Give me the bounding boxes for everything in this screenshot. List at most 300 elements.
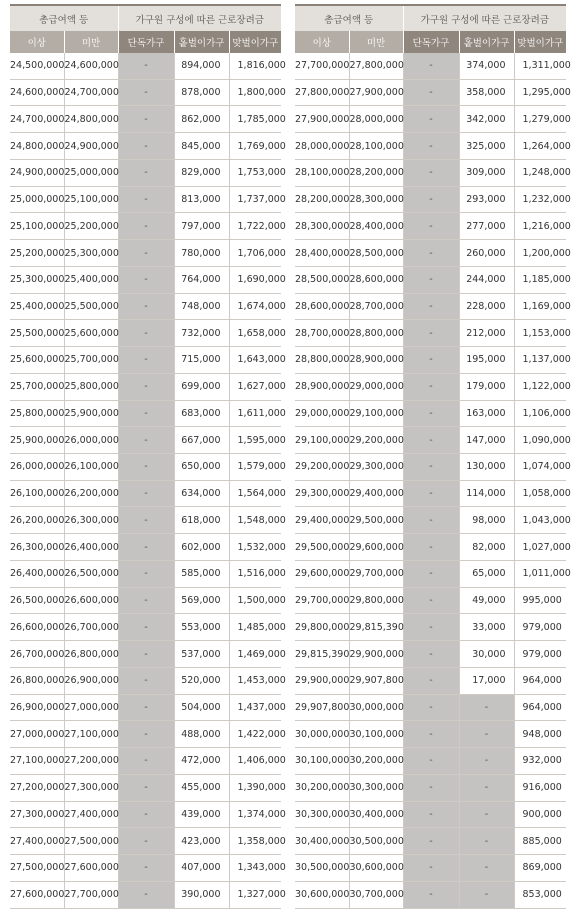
cell-dual-earner: 1,611,000 [229,400,281,427]
cell-max: 29,400,000 [349,480,403,507]
cell-min: 30,600,000 [295,881,349,908]
cell-single-earner: 374,000 [459,53,514,79]
cell-single: - [403,507,459,534]
cell-min: 27,000,000 [10,721,64,748]
cell-dual-earner: 1,279,000 [514,106,566,133]
cell-single-earner: 829,000 [174,159,229,186]
cell-max: 27,400,000 [64,801,118,828]
table-row [10,641,281,668]
cell-single-earner: 602,000 [174,534,229,561]
table-row [295,614,566,641]
table-row [295,801,566,828]
cell-single-earner: 455,000 [174,774,229,801]
cell-single: - [403,373,459,400]
table-row [295,641,566,668]
header-household-benefit: 가구원 구성에 따른 근로장려금 [403,5,566,31]
cell-single: - [118,266,174,293]
cell-max: 29,700,000 [349,560,403,587]
cell-single-earner: 780,000 [174,240,229,267]
cell-single-earner: 325,000 [459,133,514,160]
cell-single-earner: 163,000 [459,400,514,427]
table-row [295,320,566,347]
cell-single-earner: 878,000 [174,79,229,106]
cell-min: 28,000,000 [295,133,349,160]
cell-max: 25,500,000 [64,293,118,320]
cell-single-earner: 585,000 [174,560,229,587]
cell-max: 25,400,000 [64,266,118,293]
cell-dual-earner: 1,737,000 [229,186,281,213]
cell-single: - [403,694,459,721]
cell-single-earner: 764,000 [174,266,229,293]
cell-max: 27,600,000 [64,855,118,882]
table-row [295,667,566,694]
cell-single: - [403,480,459,507]
cell-max: 29,500,000 [349,507,403,534]
cell-dual-earner: 1,248,000 [514,159,566,186]
cell-dual-earner: 1,816,000 [229,53,281,79]
cell-max: 26,000,000 [64,427,118,454]
table-row [10,186,281,213]
table-row [295,79,566,106]
header-dual-earner: 맞벌이가구 [229,31,281,53]
table-row [295,774,566,801]
table-row [295,480,566,507]
cell-min: 27,300,000 [10,801,64,828]
cell-min: 24,600,000 [10,79,64,106]
cell-max: 30,000,000 [349,694,403,721]
cell-max: 28,400,000 [349,213,403,240]
cell-dual-earner: 1,658,000 [229,320,281,347]
table-row [295,721,566,748]
table-body [295,53,571,908]
cell-min: 25,200,000 [10,240,64,267]
cell-single: - [118,427,174,454]
cell-single: - [403,774,459,801]
cell-single-earner: 699,000 [174,373,229,400]
table-row [295,881,566,908]
cell-min: 29,100,000 [295,427,349,454]
cell-single-earner: 33,000 [459,614,514,641]
cell-min: 24,500,000 [10,53,64,79]
cell-max: 30,500,000 [349,828,403,855]
table-row [10,133,281,160]
cell-dual-earner: 1,785,000 [229,106,281,133]
cell-single-earner: - [459,828,514,855]
cell-single: - [403,186,459,213]
cell-max: 29,900,000 [349,641,403,668]
cell-max: 25,200,000 [64,213,118,240]
cell-dual-earner: 1,579,000 [229,454,281,481]
table-row [10,159,281,186]
cell-single-earner: 845,000 [174,133,229,160]
cell-single-earner: 472,000 [174,748,229,775]
cell-dual-earner: 916,000 [514,774,566,801]
cell-min: 30,400,000 [295,828,349,855]
cell-min: 29,907,800 [295,694,349,721]
cell-single-earner: 277,000 [459,213,514,240]
header-min: 이상 [10,31,64,53]
cell-single: - [118,213,174,240]
table-row [295,53,566,79]
cell-dual-earner: 1,722,000 [229,213,281,240]
table-row [295,186,566,213]
cell-single: - [118,881,174,908]
cell-single-earner: 293,000 [459,186,514,213]
cell-single: - [403,400,459,427]
cell-single: - [118,240,174,267]
table-row [10,614,281,641]
cell-single: - [403,881,459,908]
header-max: 미만 [64,31,118,53]
cell-single: - [403,454,459,481]
cell-dual-earner: 1,532,000 [229,534,281,561]
header-single-earner: 홑벌이가구 [174,31,229,53]
cell-single: - [403,213,459,240]
table-row [295,133,566,160]
cell-dual-earner: 1,564,000 [229,480,281,507]
table-row [10,427,281,454]
header-total-income: 총급여액 등 [10,5,118,31]
cell-max: 30,600,000 [349,855,403,882]
table-row [10,106,281,133]
table-row [295,587,566,614]
cell-min: 26,100,000 [10,480,64,507]
header-dual-earner: 맞벌이가구 [514,31,566,53]
cell-dual-earner: 1,011,000 [514,560,566,587]
cell-max: 25,700,000 [64,347,118,374]
cell-max: 29,600,000 [349,534,403,561]
cell-min: 25,300,000 [10,266,64,293]
cell-max: 28,100,000 [349,133,403,160]
table-row [295,106,566,133]
cell-single: - [118,347,174,374]
cell-single-earner: 65,000 [459,560,514,587]
cell-dual-earner: 1,690,000 [229,266,281,293]
cell-dual-earner: 1,595,000 [229,427,281,454]
table-row [10,347,281,374]
cell-dual-earner: 1,374,000 [229,801,281,828]
cell-dual-earner: 1,643,000 [229,347,281,374]
cell-single-earner: 650,000 [174,454,229,481]
table-row [295,159,566,186]
cell-single: - [118,587,174,614]
cell-min: 29,300,000 [295,480,349,507]
table-row [10,373,281,400]
cell-single: - [403,855,459,882]
table-row [10,240,281,267]
cell-dual-earner: 1,753,000 [229,159,281,186]
cell-dual-earner: 979,000 [514,641,566,668]
cell-max: 27,300,000 [64,774,118,801]
cell-single-earner: 683,000 [174,400,229,427]
benefit-table-left [10,4,286,909]
table-row [10,774,281,801]
cell-single: - [118,507,174,534]
cell-single-earner: 179,000 [459,373,514,400]
cell-max: 28,700,000 [349,293,403,320]
cell-max: 28,500,000 [349,240,403,267]
cell-single-earner: 537,000 [174,641,229,668]
cell-single: - [403,828,459,855]
cell-max: 30,400,000 [349,801,403,828]
cell-single: - [403,320,459,347]
cell-min: 25,400,000 [10,293,64,320]
cell-dual-earner: 1,800,000 [229,79,281,106]
cell-single-earner: 553,000 [174,614,229,641]
cell-min: 28,500,000 [295,266,349,293]
cell-max: 28,200,000 [349,159,403,186]
cell-single: - [118,694,174,721]
cell-min: 28,600,000 [295,293,349,320]
cell-max: 26,900,000 [64,667,118,694]
cell-single-earner: 488,000 [174,721,229,748]
cell-single-earner: - [459,855,514,882]
cell-single: - [118,534,174,561]
cell-min: 26,600,000 [10,614,64,641]
cell-dual-earner: 1,469,000 [229,641,281,668]
table-row [295,828,566,855]
cell-dual-earner: 1,137,000 [514,347,566,374]
cell-min: 25,000,000 [10,186,64,213]
cell-max: 28,000,000 [349,106,403,133]
cell-single-earner: 260,000 [459,240,514,267]
cell-single: - [403,266,459,293]
cell-min: 30,500,000 [295,855,349,882]
cell-single: - [403,427,459,454]
cell-single: - [403,347,459,374]
cell-max: 28,600,000 [349,266,403,293]
cell-single-earner: - [459,881,514,908]
cell-min: 28,800,000 [295,347,349,374]
table-body [10,53,286,908]
table-row [10,534,281,561]
cell-min: 25,900,000 [10,427,64,454]
cell-single: - [403,748,459,775]
header-min: 이상 [295,31,349,53]
table-row [10,454,281,481]
cell-min: 27,400,000 [10,828,64,855]
cell-single-earner: 98,000 [459,507,514,534]
cell-min: 29,500,000 [295,534,349,561]
cell-single-earner: 569,000 [174,587,229,614]
table-row [295,694,566,721]
cell-min: 26,200,000 [10,507,64,534]
cell-dual-earner: 1,327,000 [229,881,281,908]
cell-dual-earner: 1,058,000 [514,480,566,507]
table-row [295,373,566,400]
header-household-benefit: 가구원 구성에 따른 근로장려금 [118,5,281,31]
cell-min: 24,800,000 [10,133,64,160]
table-row [295,748,566,775]
cell-single-earner: 423,000 [174,828,229,855]
cell-max: 26,100,000 [64,454,118,481]
cell-dual-earner: 1,027,000 [514,534,566,561]
cell-single: - [118,106,174,133]
cell-single-earner: 520,000 [174,667,229,694]
cell-max: 27,700,000 [64,881,118,908]
cell-max: 28,800,000 [349,320,403,347]
cell-dual-earner: 1,295,000 [514,79,566,106]
cell-single: - [403,667,459,694]
header-single-earner: 홑벌이가구 [459,31,514,53]
cell-max: 28,300,000 [349,186,403,213]
cell-single: - [118,614,174,641]
cell-dual-earner: 964,000 [514,667,566,694]
cell-single-earner: 228,000 [459,293,514,320]
cell-single-earner: 30,000 [459,641,514,668]
header-total-income: 총급여액 등 [295,5,403,31]
cell-dual-earner: 900,000 [514,801,566,828]
cell-max: 27,200,000 [64,748,118,775]
cell-min: 27,100,000 [10,748,64,775]
cell-single: - [118,855,174,882]
cell-single: - [118,293,174,320]
cell-min: 26,300,000 [10,534,64,561]
table-row [295,507,566,534]
cell-dual-earner: 1,437,000 [229,694,281,721]
table-row [295,855,566,882]
cell-dual-earner: 1,358,000 [229,828,281,855]
cell-min: 27,500,000 [10,855,64,882]
cell-dual-earner: 964,000 [514,694,566,721]
cell-min: 29,900,000 [295,667,349,694]
table-row [10,881,281,908]
cell-max: 29,200,000 [349,427,403,454]
cell-single-earner: 407,000 [174,855,229,882]
cell-max: 30,700,000 [349,881,403,908]
table-row [10,79,281,106]
cell-dual-earner: 1,500,000 [229,587,281,614]
table-row [295,427,566,454]
cell-max: 25,900,000 [64,400,118,427]
cell-single: - [403,106,459,133]
cell-min: 26,400,000 [10,560,64,587]
cell-min: 28,100,000 [295,159,349,186]
cell-min: 29,800,000 [295,614,349,641]
cell-single-earner: 309,000 [459,159,514,186]
cell-min: 26,700,000 [10,641,64,668]
table-row [295,293,566,320]
cell-max: 29,000,000 [349,373,403,400]
cell-single-earner: 504,000 [174,694,229,721]
cell-max: 25,300,000 [64,240,118,267]
cell-max: 26,400,000 [64,534,118,561]
cell-single: - [118,454,174,481]
cell-single: - [118,667,174,694]
table-row [10,721,281,748]
cell-min: 28,400,000 [295,240,349,267]
cell-dual-earner: 979,000 [514,614,566,641]
header-single: 단독가구 [403,31,459,53]
cell-max: 27,500,000 [64,828,118,855]
cell-min: 24,700,000 [10,106,64,133]
cell-min: 26,500,000 [10,587,64,614]
cell-dual-earner: 932,000 [514,748,566,775]
cell-dual-earner: 1,232,000 [514,186,566,213]
cell-single-earner: 748,000 [174,293,229,320]
cell-single-earner: 17,000 [459,667,514,694]
cell-max: 29,907,800 [349,667,403,694]
cell-dual-earner: 1,153,000 [514,320,566,347]
cell-min: 26,900,000 [10,694,64,721]
cell-min: 28,200,000 [295,186,349,213]
cell-dual-earner: 995,000 [514,587,566,614]
cell-max: 25,100,000 [64,186,118,213]
cell-dual-earner: 853,000 [514,881,566,908]
cell-single-earner: 49,000 [459,587,514,614]
cell-max: 27,900,000 [349,79,403,106]
cell-max: 28,900,000 [349,347,403,374]
cell-single-earner: 634,000 [174,480,229,507]
cell-min: 29,000,000 [295,400,349,427]
table-row [295,213,566,240]
cell-single-earner: 862,000 [174,106,229,133]
cell-single: - [118,320,174,347]
cell-single-earner: - [459,774,514,801]
cell-min: 24,900,000 [10,159,64,186]
cell-min: 30,000,000 [295,721,349,748]
table-row [295,400,566,427]
cell-dual-earner: 1,106,000 [514,400,566,427]
table-row [10,694,281,721]
cell-min: 27,700,000 [295,53,349,79]
cell-single-earner: - [459,694,514,721]
cell-min: 25,800,000 [10,400,64,427]
cell-single: - [118,186,174,213]
cell-min: 29,400,000 [295,507,349,534]
table-row [10,748,281,775]
cell-single: - [403,587,459,614]
table-row [10,320,281,347]
cell-single: - [118,560,174,587]
cell-dual-earner: 1,122,000 [514,373,566,400]
cell-single-earner: 358,000 [459,79,514,106]
cell-dual-earner: 1,406,000 [229,748,281,775]
cell-min: 30,300,000 [295,801,349,828]
cell-dual-earner: 1,390,000 [229,774,281,801]
cell-min: 26,000,000 [10,454,64,481]
cell-min: 25,100,000 [10,213,64,240]
cell-dual-earner: 948,000 [514,721,566,748]
cell-single: - [118,828,174,855]
cell-single-earner: 212,000 [459,320,514,347]
cell-single: - [403,614,459,641]
cell-single: - [403,293,459,320]
cell-single: - [403,79,459,106]
cell-single: - [118,641,174,668]
cell-single: - [118,774,174,801]
cell-min: 27,200,000 [10,774,64,801]
cell-dual-earner: 869,000 [514,855,566,882]
cell-single-earner: 894,000 [174,53,229,79]
cell-single: - [403,534,459,561]
cell-single-earner: 147,000 [459,427,514,454]
cell-max: 27,800,000 [349,53,403,79]
cell-min: 25,700,000 [10,373,64,400]
table-row [10,560,281,587]
cell-min: 25,500,000 [10,320,64,347]
cell-max: 29,800,000 [349,587,403,614]
cell-max: 24,900,000 [64,133,118,160]
cell-dual-earner: 1,769,000 [229,133,281,160]
cell-single: - [118,400,174,427]
cell-dual-earner: 1,200,000 [514,240,566,267]
cell-dual-earner: 1,074,000 [514,454,566,481]
table-row [295,534,566,561]
cell-min: 30,200,000 [295,774,349,801]
cell-single: - [403,721,459,748]
cell-single-earner: 342,000 [459,106,514,133]
